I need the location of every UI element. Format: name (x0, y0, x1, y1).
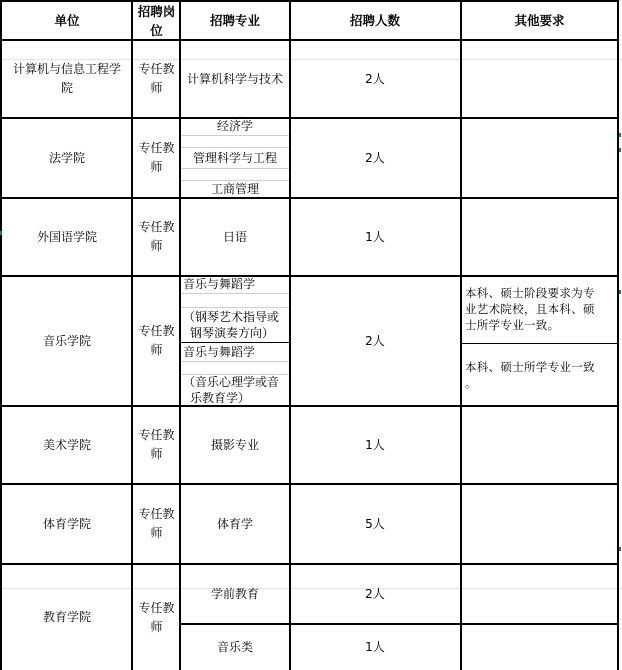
position-line1: 专任教 (138, 220, 175, 234)
position-line2: 师 (150, 160, 163, 174)
count-cell: 2人 (365, 150, 385, 165)
unit-cell: 法学院 (48, 150, 85, 165)
header-other: 其他要求 (514, 13, 565, 28)
major-cell: 体育学 (216, 516, 253, 531)
position-cell (133, 565, 180, 670)
position-line1: 专任教 (138, 428, 175, 442)
major-subtitle-line2: 钢琴演奏方向） (190, 326, 275, 340)
major-cell: 音乐类 (216, 640, 253, 654)
table-border (0, 0, 2, 670)
count-cell: 1人 (365, 640, 385, 654)
position-line1: 专任教 (138, 507, 175, 521)
major-cell: 经济学 (216, 119, 253, 133)
position-line2: 师 (150, 239, 163, 253)
table-border (179, 342, 290, 343)
table-border (0, 0, 619, 2)
cell-divider (181, 168, 289, 169)
requirement-line: 业艺术院校，且本科、硕 (465, 302, 595, 316)
position-line1: 专任教 (138, 324, 175, 338)
unit-name-line2: 院 (60, 81, 73, 95)
major-cell: 管理科学与工程 (192, 151, 277, 165)
table-border (289, 0, 291, 670)
major-cell: 工商管理 (210, 182, 259, 196)
table-border (460, 343, 618, 344)
major-cell: 计算机科学与技术 (186, 71, 283, 86)
position-line1: 专任教 (138, 62, 175, 76)
requirement-line: 。 (465, 376, 477, 390)
major-cell: 日语 (222, 229, 247, 244)
major-subtitle-line2: 乐教育学） (190, 391, 251, 405)
table-border (0, 275, 619, 277)
unit-cell: 美术学院 (42, 437, 91, 452)
position-cell (133, 199, 180, 275)
table-border (131, 0, 133, 670)
header-position (133, 2, 180, 39)
requirement-line: 士所学专业一致。 (465, 318, 560, 332)
comment-marker-icon (0, 231, 6, 235)
position-cell (133, 485, 180, 563)
header-position-line2: 位 (150, 22, 163, 38)
unit-cell (2, 41, 132, 117)
major-cell: 摄影专业 (210, 437, 259, 452)
major-subtitle-line1: （钢琴艺术指导或 (183, 310, 280, 324)
cell-divider (181, 307, 289, 308)
table-border (0, 197, 619, 199)
cell-divider (181, 147, 289, 148)
position-cell (133, 119, 180, 197)
count-cell: 2人 (365, 586, 385, 601)
position-line2: 师 (150, 526, 163, 540)
major-cell: 音乐与舞蹈学 (183, 345, 256, 359)
count-cell: 5人 (365, 516, 385, 531)
count-cell: 1人 (365, 229, 385, 244)
requirement-line: 本科、硕士所学专业一致 (465, 360, 595, 374)
table-border (179, 0, 181, 670)
header-unit: 单位 (54, 13, 80, 28)
unit-cell: 教育学院 (42, 610, 91, 624)
table-border (0, 483, 619, 485)
table-border (0, 563, 619, 565)
position-cell (133, 277, 180, 405)
count-cell: 2人 (365, 333, 385, 348)
position-line2: 师 (150, 81, 163, 95)
unit-cell: 外国语学院 (36, 229, 97, 244)
unit-cell: 体育学院 (42, 516, 91, 531)
table-border (0, 405, 619, 407)
table-border (0, 117, 619, 119)
major-cell: 学前教育 (210, 586, 259, 601)
position-line1: 专任教 (138, 141, 175, 155)
count-cell: 1人 (365, 437, 385, 452)
table-border (179, 623, 619, 625)
major-cell (183, 374, 289, 408)
major-subtitle-line1: （音乐心理学或音 (183, 375, 280, 389)
major-cell: 音乐与舞蹈学 (183, 277, 256, 291)
table-border (460, 0, 462, 670)
requirement-cell (461, 351, 618, 401)
position-line2: 师 (150, 447, 163, 461)
requirement-cell (461, 277, 618, 341)
header-count: 招聘人数 (349, 13, 400, 28)
major-cell (183, 309, 289, 343)
table-border (617, 0, 619, 670)
position-line2: 师 (150, 343, 163, 357)
unit-name-line1: 计算机与信息工程学 (12, 62, 121, 76)
unit-cell: 音乐学院 (42, 333, 91, 348)
table-border (0, 39, 619, 41)
position-line2: 师 (150, 619, 163, 634)
position-line1: 专任教 (138, 600, 175, 615)
header-position-line1: 招聘岗 (137, 3, 176, 19)
header-major: 招聘专业 (209, 13, 260, 28)
position-cell (133, 41, 180, 117)
count-cell: 2人 (365, 71, 385, 86)
requirement-line: 本科、硕士阶段要求为专 (465, 286, 595, 300)
position-cell (133, 407, 180, 483)
